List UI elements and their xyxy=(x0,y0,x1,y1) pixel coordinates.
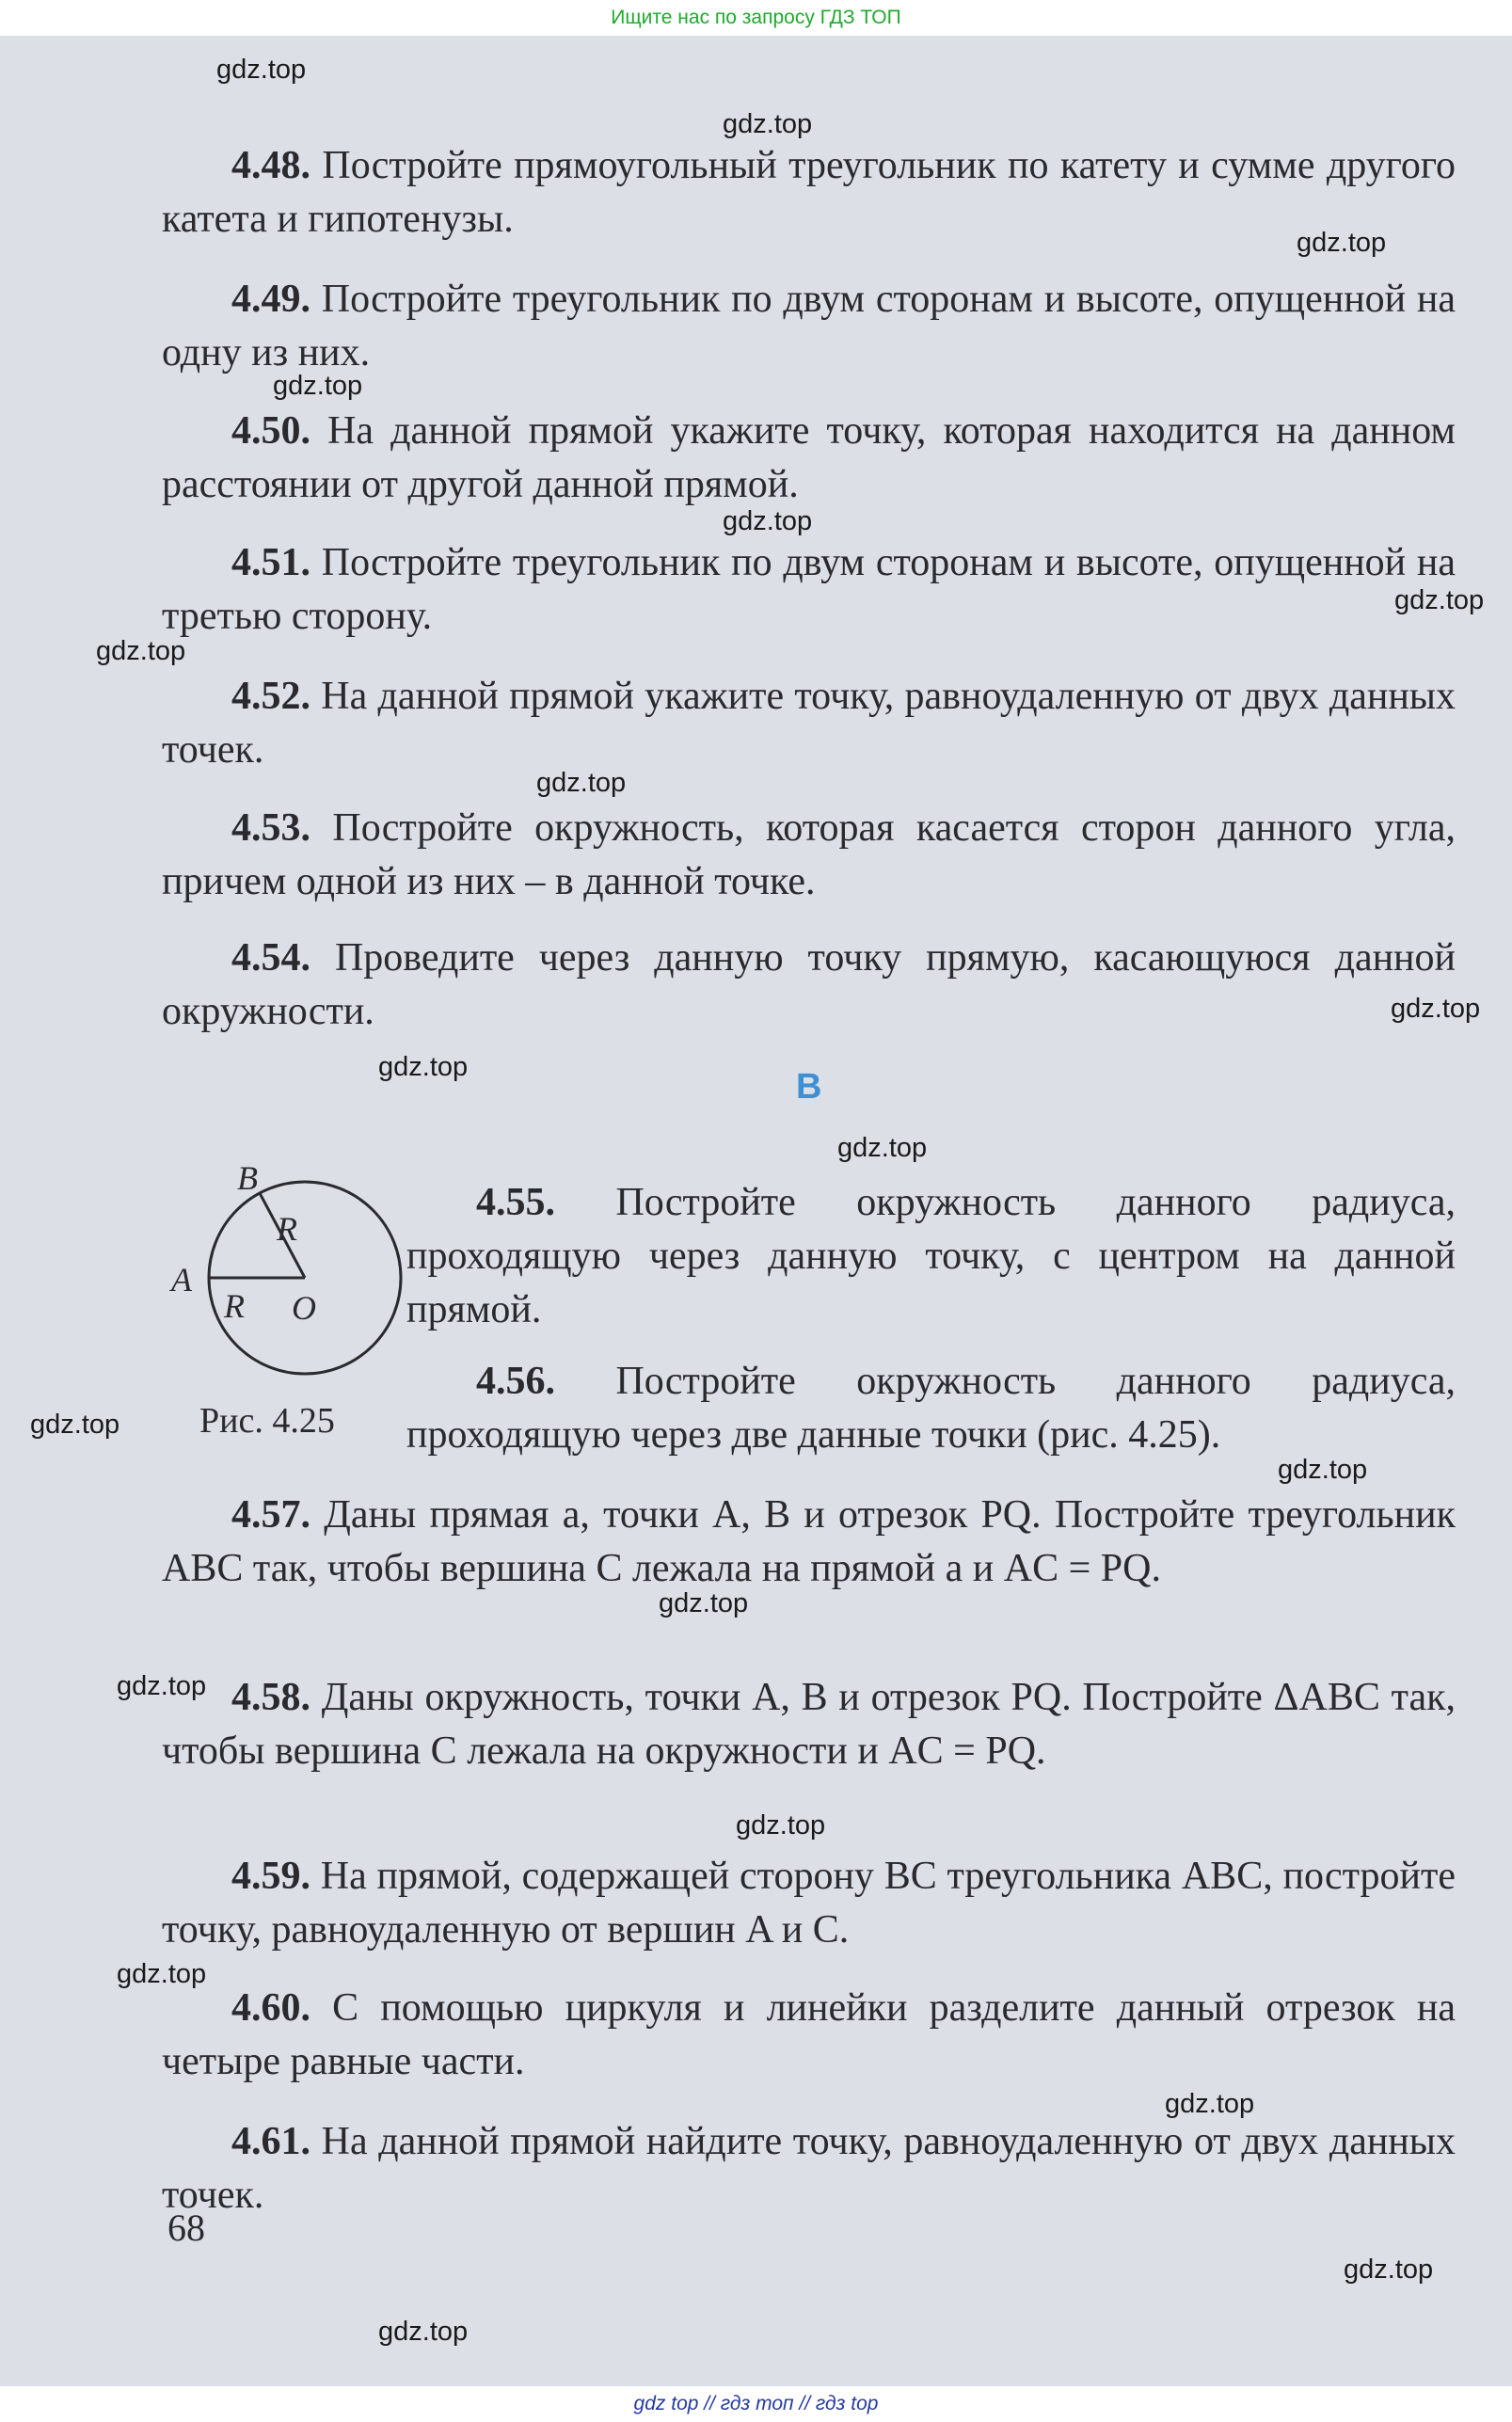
problem-number: 4.48. xyxy=(231,144,310,187)
figure-caption: Рис. 4.25 xyxy=(199,1401,335,1441)
watermark: gdz.top xyxy=(96,636,186,666)
label-b: B xyxy=(237,1159,258,1197)
problem-4-48 xyxy=(162,139,1456,247)
bottom-banner[interactable] xyxy=(0,2386,1512,2422)
problem-text: С помощью циркуля и линейки разделите данный отрезок на четыре равные части. xyxy=(162,1986,1456,2083)
problem-4-49 xyxy=(162,273,1456,380)
problem-number: 4.53. xyxy=(231,806,310,850)
watermark: gdz.top xyxy=(1344,2255,1434,2285)
problem-4-50 xyxy=(162,405,1456,512)
watermark: gdz.top xyxy=(837,1133,928,1163)
label-a: A xyxy=(171,1261,192,1299)
problem-4-52 xyxy=(162,670,1456,777)
problem-number: 4.51. xyxy=(231,541,310,584)
problem-text: Постройте окружность данного радиуса, проходящую через две данные точки (рис. 4.25). xyxy=(406,1360,1456,1457)
problem-4-59 xyxy=(162,1850,1456,1957)
watermark: gdz.top xyxy=(1278,1455,1368,1485)
page-number: 68 xyxy=(167,2207,205,2249)
watermark: gdz.top xyxy=(30,1410,120,1440)
problem-4-57 xyxy=(162,1489,1456,1596)
watermark: gdz.top xyxy=(1391,994,1481,1024)
problem-text: На данной прямой укажите точку, равноудаленную от двух данных точек. xyxy=(162,675,1456,772)
watermark: gdz.top xyxy=(723,109,813,139)
problem-text: Постройте окружность данного радиуса, проходящую через данную точку, с центром на данной прямой. xyxy=(406,1181,1456,1331)
watermark: gdz.top xyxy=(216,55,307,85)
label-r-top: R xyxy=(277,1210,297,1248)
problem-number: 4.57. xyxy=(231,1493,310,1537)
problem-number: 4.49. xyxy=(231,278,310,321)
label-o: O xyxy=(292,1289,316,1327)
problem-text: Постройте окружность, которая касается сторон данного угла, причем одной из них – в данной точке. xyxy=(162,806,1456,903)
problem-number: 4.60. xyxy=(231,1986,310,2030)
problem-text: Даны прямая a, точки A, B и отрезок PQ. Постройте треугольник ABC так, чтобы вершина C лежала на прямой a и AC = PQ. xyxy=(162,1493,1456,1590)
watermark: gdz.top xyxy=(736,1810,826,1840)
problem-4-56 xyxy=(406,1355,1456,1462)
problem-text: Даны окружность, точки A, B и отрезок PQ. Постройте ΔABC так, чтобы вершина C лежала на окружности и AC = PQ. xyxy=(162,1676,1456,1773)
problem-number: 4.50. xyxy=(231,409,310,453)
problem-4-51 xyxy=(162,536,1456,644)
watermark: gdz.top xyxy=(1165,2089,1255,2119)
problem-4-61 xyxy=(162,2115,1456,2223)
problem-text: Постройте прямоугольный треугольник по катету и сумме другого катета и гипотенузы. xyxy=(162,144,1456,241)
problem-number: 4.52. xyxy=(231,675,310,718)
problem-text: Проведите через данную точку прямую, касающуюся данной окружности. xyxy=(162,936,1456,1033)
watermark: gdz.top xyxy=(117,1671,207,1701)
top-banner-text: Ищите нас по запросу ГДЗ ТОП xyxy=(611,7,901,28)
watermark: gdz.top xyxy=(1297,228,1387,258)
watermark: gdz.top xyxy=(1394,585,1485,615)
problem-text: Постройте треугольник по двум сторонам и высоте, опущенной на третью сторону. xyxy=(162,541,1456,638)
problem-number: 4.55. xyxy=(476,1181,555,1224)
watermark: gdz.top xyxy=(536,768,627,798)
problem-text: Постройте треугольник по двум сторонам и высоте, опущенной на одну из них. xyxy=(162,278,1456,374)
problem-number: 4.59. xyxy=(231,1855,310,1898)
section-letter: В xyxy=(796,1067,822,1107)
problem-4-60 xyxy=(162,1982,1456,2089)
watermark: gdz.top xyxy=(378,1052,469,1082)
label-r-bottom: R xyxy=(224,1287,245,1325)
watermark: gdz.top xyxy=(723,506,813,536)
problem-number: 4.56. xyxy=(476,1360,555,1403)
problem-number: 4.61. xyxy=(231,2120,310,2163)
problem-4-53 xyxy=(162,802,1456,909)
problem-number: 4.54. xyxy=(231,936,310,980)
top-banner[interactable] xyxy=(0,0,1512,36)
watermark: gdz.top xyxy=(117,1959,207,1989)
watermark: gdz.top xyxy=(273,371,363,401)
circle-figure xyxy=(158,1157,431,1383)
problem-4-55 xyxy=(406,1176,1456,1337)
problem-text: На данной прямой найдите точку, равноудаленную от двух данных точек. xyxy=(162,2120,1456,2217)
bottom-banner-text: gdz top // гдз топ // гдз top xyxy=(633,2393,879,2414)
watermark: gdz.top xyxy=(659,1588,749,1618)
problem-number: 4.58. xyxy=(231,1676,310,1719)
problem-text: На данной прямой укажите точку, которая находится на данном расстоянии от другой данной прямой. xyxy=(162,409,1456,506)
problem-text: На прямой, содержащей сторону BC треугольника ABC, постройте точку, равноудаленную от вершин A и C. xyxy=(162,1855,1456,1952)
problem-4-58 xyxy=(162,1671,1456,1778)
watermark: gdz.top xyxy=(378,2317,469,2347)
problem-4-54 xyxy=(162,932,1456,1039)
